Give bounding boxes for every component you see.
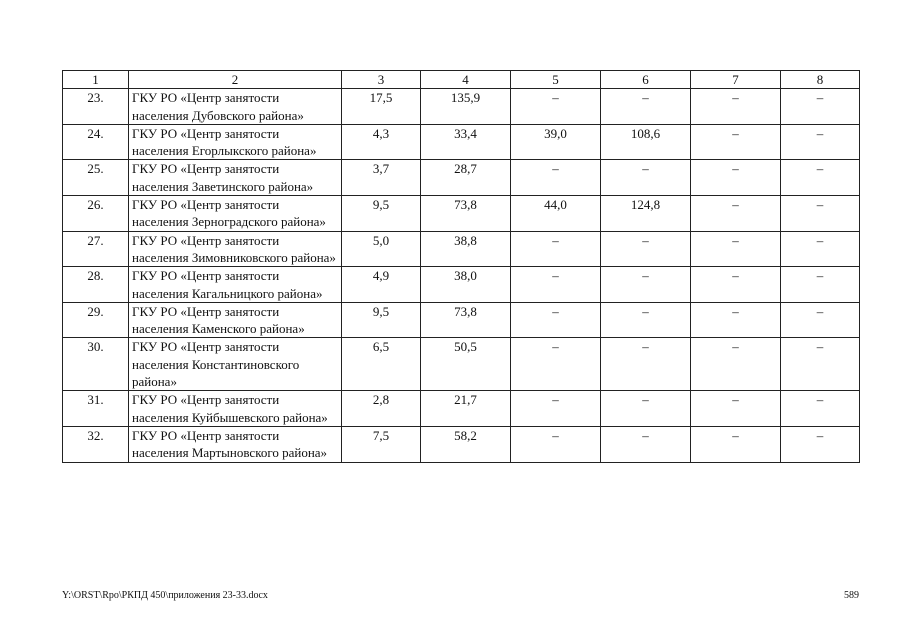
page-number: 589: [844, 590, 859, 601]
row-number-cell: 31.: [63, 391, 129, 427]
value-cell-col4: 28,7: [421, 160, 511, 196]
value-cell-col4: 33,4: [421, 124, 511, 160]
value-cell-col4: 58,2: [421, 426, 511, 462]
row-number-cell: 25.: [63, 160, 129, 196]
value-cell-col8: –: [781, 124, 860, 160]
value-cell-col8: –: [781, 160, 860, 196]
value-cell-col6: –: [601, 231, 691, 267]
organization-name-cell: ГКУ РО «Центр занятости населения Куйбышевского района»: [129, 391, 342, 427]
value-cell-col6: –: [601, 302, 691, 338]
value-cell-col6: –: [601, 338, 691, 391]
value-cell-col5: –: [511, 89, 601, 125]
value-cell-col5: –: [511, 338, 601, 391]
value-cell-col6: –: [601, 89, 691, 125]
value-cell-col5: 39,0: [511, 124, 601, 160]
table-row: [63, 426, 860, 462]
value-cell-col6: 124,8: [601, 196, 691, 232]
value-cell-col7: –: [691, 196, 781, 232]
column-header: 3: [342, 71, 421, 89]
column-header: 8: [781, 71, 860, 89]
value-cell-col4: 38,8: [421, 231, 511, 267]
table-row: [63, 391, 860, 427]
table-row: [63, 196, 860, 232]
value-cell-col3: 4,3: [342, 124, 421, 160]
table-row: [63, 89, 860, 125]
row-number-cell: 29.: [63, 302, 129, 338]
value-cell-col7: –: [691, 160, 781, 196]
value-cell-col3: 2,8: [342, 391, 421, 427]
value-cell-col5: –: [511, 302, 601, 338]
value-cell-col8: –: [781, 89, 860, 125]
table-row: [63, 231, 860, 267]
value-cell-col3: 3,7: [342, 160, 421, 196]
table-row: [63, 267, 860, 303]
value-cell-col6: –: [601, 267, 691, 303]
table-row: [63, 338, 860, 391]
organization-name-cell: ГКУ РО «Центр занятости населения Мартыновского района»: [129, 426, 342, 462]
value-cell-col8: –: [781, 302, 860, 338]
value-cell-col7: –: [691, 391, 781, 427]
value-cell-col4: 21,7: [421, 391, 511, 427]
table-header-row: [63, 71, 860, 89]
organization-name-cell: ГКУ РО «Центр занятости населения Каменского района»: [129, 302, 342, 338]
value-cell-col3: 5,0: [342, 231, 421, 267]
value-cell-col8: –: [781, 391, 860, 427]
organization-name-cell: ГКУ РО «Центр занятости населения Заветинского района»: [129, 160, 342, 196]
value-cell-col7: –: [691, 426, 781, 462]
value-cell-col7: –: [691, 124, 781, 160]
value-cell-col5: –: [511, 426, 601, 462]
value-cell-col6: –: [601, 426, 691, 462]
value-cell-col3: 4,9: [342, 267, 421, 303]
value-cell-col4: 50,5: [421, 338, 511, 391]
value-cell-col5: –: [511, 391, 601, 427]
value-cell-col6: –: [601, 160, 691, 196]
value-cell-col5: 44,0: [511, 196, 601, 232]
value-cell-col3: 9,5: [342, 196, 421, 232]
row-number-cell: 26.: [63, 196, 129, 232]
value-cell-col7: –: [691, 338, 781, 391]
row-number-cell: 24.: [63, 124, 129, 160]
footer-file-path: Y:\ORST\Rpo\РКПД 450\приложения 23-33.docx: [62, 590, 268, 601]
value-cell-col5: –: [511, 231, 601, 267]
organization-name-cell: ГКУ РО «Центр занятости населения Зерноградского района»: [129, 196, 342, 232]
row-number-cell: 30.: [63, 338, 129, 391]
row-number-cell: 32.: [63, 426, 129, 462]
value-cell-col3: 6,5: [342, 338, 421, 391]
column-header: 5: [511, 71, 601, 89]
value-cell-col4: 73,8: [421, 196, 511, 232]
value-cell-col7: –: [691, 231, 781, 267]
row-number-cell: 23.: [63, 89, 129, 125]
organization-name-cell: ГКУ РО «Центр занятости населения Егорлыкского района»: [129, 124, 342, 160]
value-cell-col4: 73,8: [421, 302, 511, 338]
value-cell-col8: –: [781, 231, 860, 267]
column-header: 2: [129, 71, 342, 89]
value-cell-col8: –: [781, 267, 860, 303]
table-body: [63, 89, 860, 462]
value-cell-col7: –: [691, 267, 781, 303]
value-cell-col8: –: [781, 338, 860, 391]
organization-name-cell: ГКУ РО «Центр занятости населения Константиновского района»: [129, 338, 342, 391]
organization-name-cell: ГКУ РО «Центр занятости населения Кагальницкого района»: [129, 267, 342, 303]
column-header: 7: [691, 71, 781, 89]
table-row: [63, 160, 860, 196]
organization-name-cell: ГКУ РО «Центр занятости населения Зимовниковского района»: [129, 231, 342, 267]
value-cell-col6: 108,6: [601, 124, 691, 160]
value-cell-col5: –: [511, 160, 601, 196]
value-cell-col7: –: [691, 89, 781, 125]
organization-name-cell: ГКУ РО «Центр занятости населения Дубовского района»: [129, 89, 342, 125]
value-cell-col4: 38,0: [421, 267, 511, 303]
column-header: 1: [63, 71, 129, 89]
value-cell-col8: –: [781, 426, 860, 462]
value-cell-col6: –: [601, 391, 691, 427]
value-cell-col3: 17,5: [342, 89, 421, 125]
value-cell-col8: –: [781, 196, 860, 232]
value-cell-col4: 135,9: [421, 89, 511, 125]
column-header: 6: [601, 71, 691, 89]
value-cell-col5: –: [511, 267, 601, 303]
value-cell-col3: 7,5: [342, 426, 421, 462]
value-cell-col7: –: [691, 302, 781, 338]
table-row: [63, 302, 860, 338]
data-table: [62, 70, 860, 463]
table-row: [63, 124, 860, 160]
row-number-cell: 27.: [63, 231, 129, 267]
row-number-cell: 28.: [63, 267, 129, 303]
column-header: 4: [421, 71, 511, 89]
value-cell-col3: 9,5: [342, 302, 421, 338]
